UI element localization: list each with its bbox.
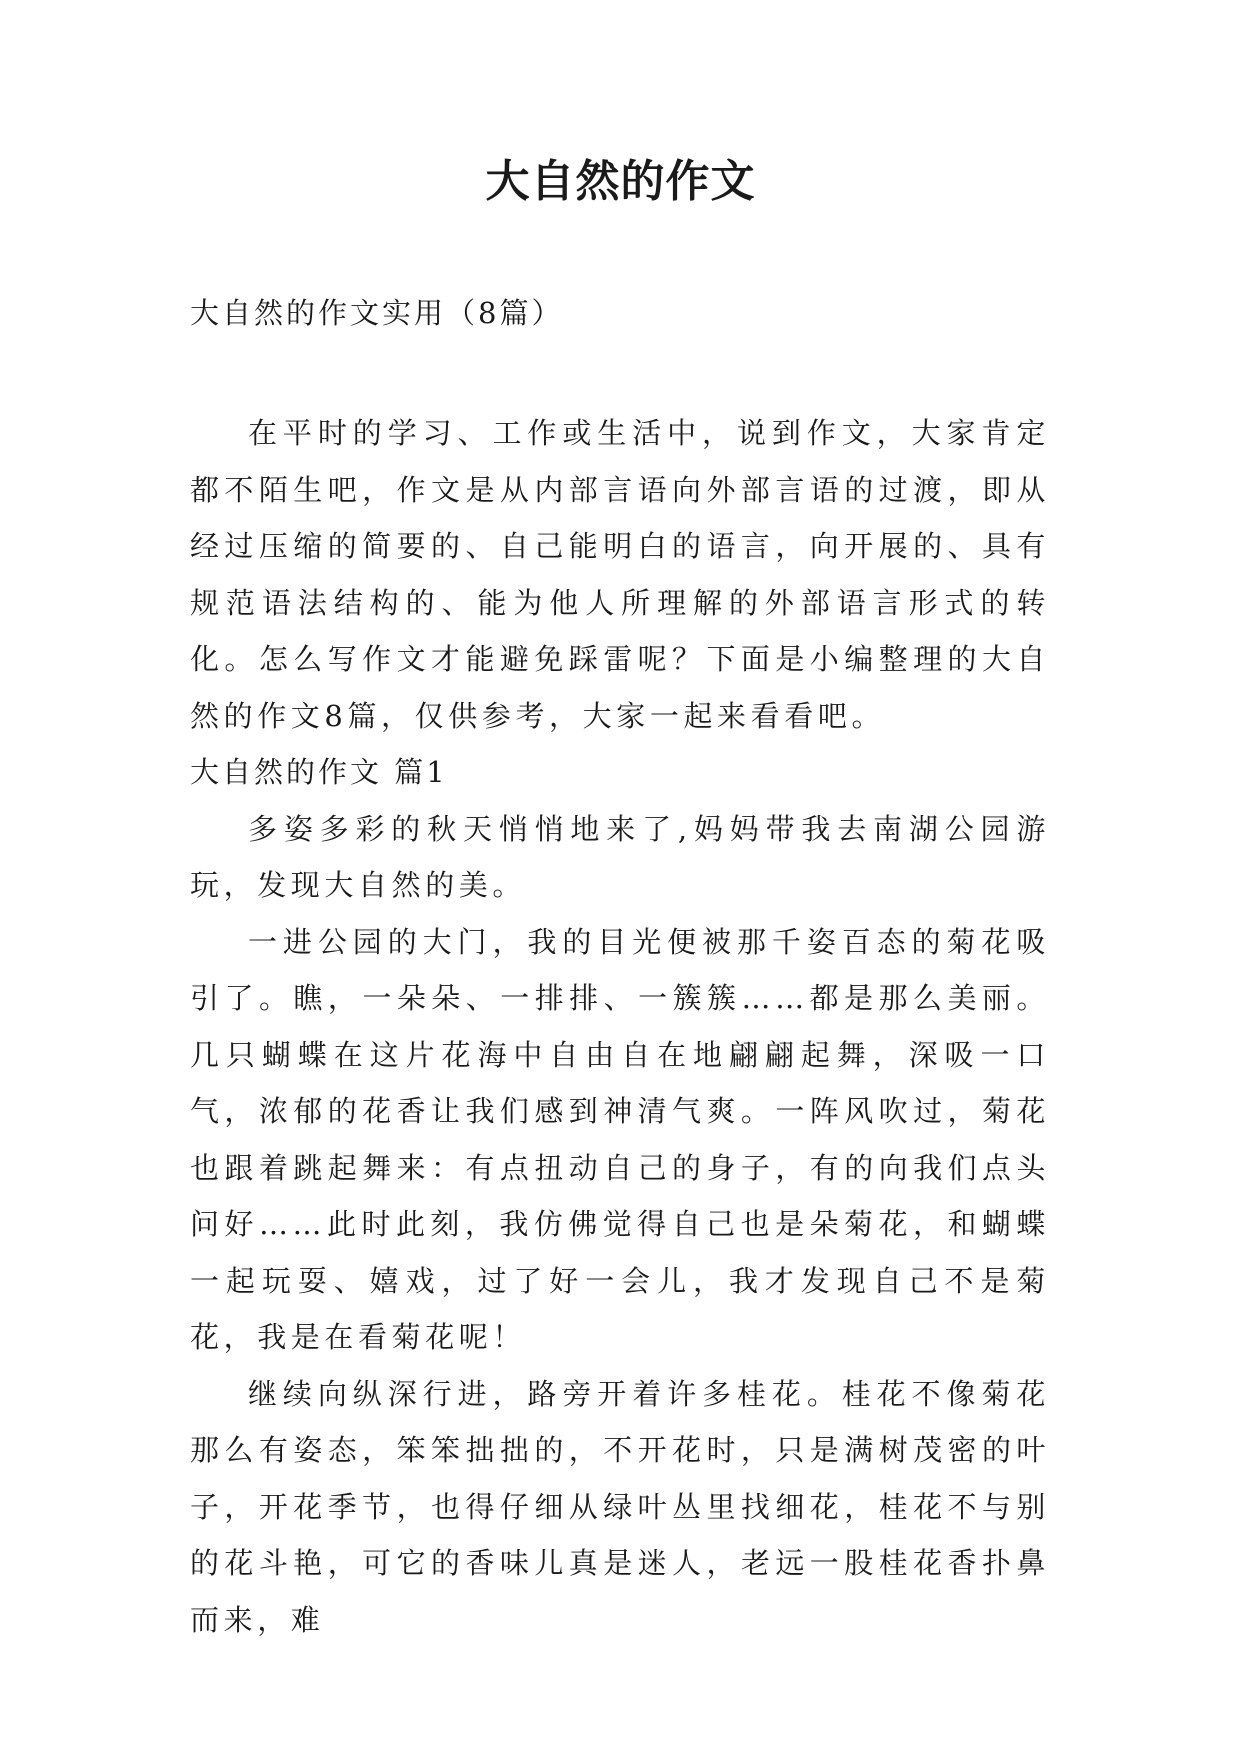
- body-paragraph: 一进公园的大门，我的目光便被那千姿百态的菊花吸引了。瞧，一朵朵、一排排、一簇簇……都是那么美丽。几只蝴蝶在这片花海中自由自在地翩翩起舞，深吸一口气，浓郁的花香让我们感到神清气爽。一阵风吹过，菊花也跟着跳起舞来：有点扭动自己的身子，有的向我们点头问好……此时此刻，我仿佛觉得自己也是朵菊花，和蝴蝶一起玩耍、嬉戏，过了好一会儿，我才发现自己不是菊花，我是在看菊花呢！: [190, 924, 1050, 1354]
- body-paragraph: 多姿多彩的秋天悄悄地来了,妈妈带我去南湖公园游玩，发现大自然的美。: [190, 811, 1050, 902]
- document-subtitle: 大自然的作文实用（8篇）: [190, 296, 564, 330]
- section-heading: 大自然的作文 篇1: [190, 755, 448, 789]
- document-body: [190, 405, 1050, 1648]
- document-title: 大自然的作文: [485, 156, 756, 207]
- intro-paragraph: 在平时的学习、工作或生活中，说到作文，大家肯定都不陌生吧，作文是从内部言语向外部言语的过渡，即从经过压缩的简要的、自己能明白的语言，向开展的、具有规范语法结构的、能为他人所理解的外部语言形式的转化。怎么写作文才能避免踩雷呢？下面是小编整理的大自然的作文8篇，仅供参考，大家一起来看看吧。: [190, 416, 1050, 733]
- body-paragraph: 继续向纵深行进，路旁开着许多桂花。桂花不像菊花那么有姿态，笨笨拙拙的，不开花时，只是满树茂密的叶子，开花季节，也得仔细从绿叶丛里找细花，桂花不与别的花斗艳，可它的香味儿真是迷人，老远一股桂花香扑鼻而来，难: [190, 1376, 1050, 1637]
